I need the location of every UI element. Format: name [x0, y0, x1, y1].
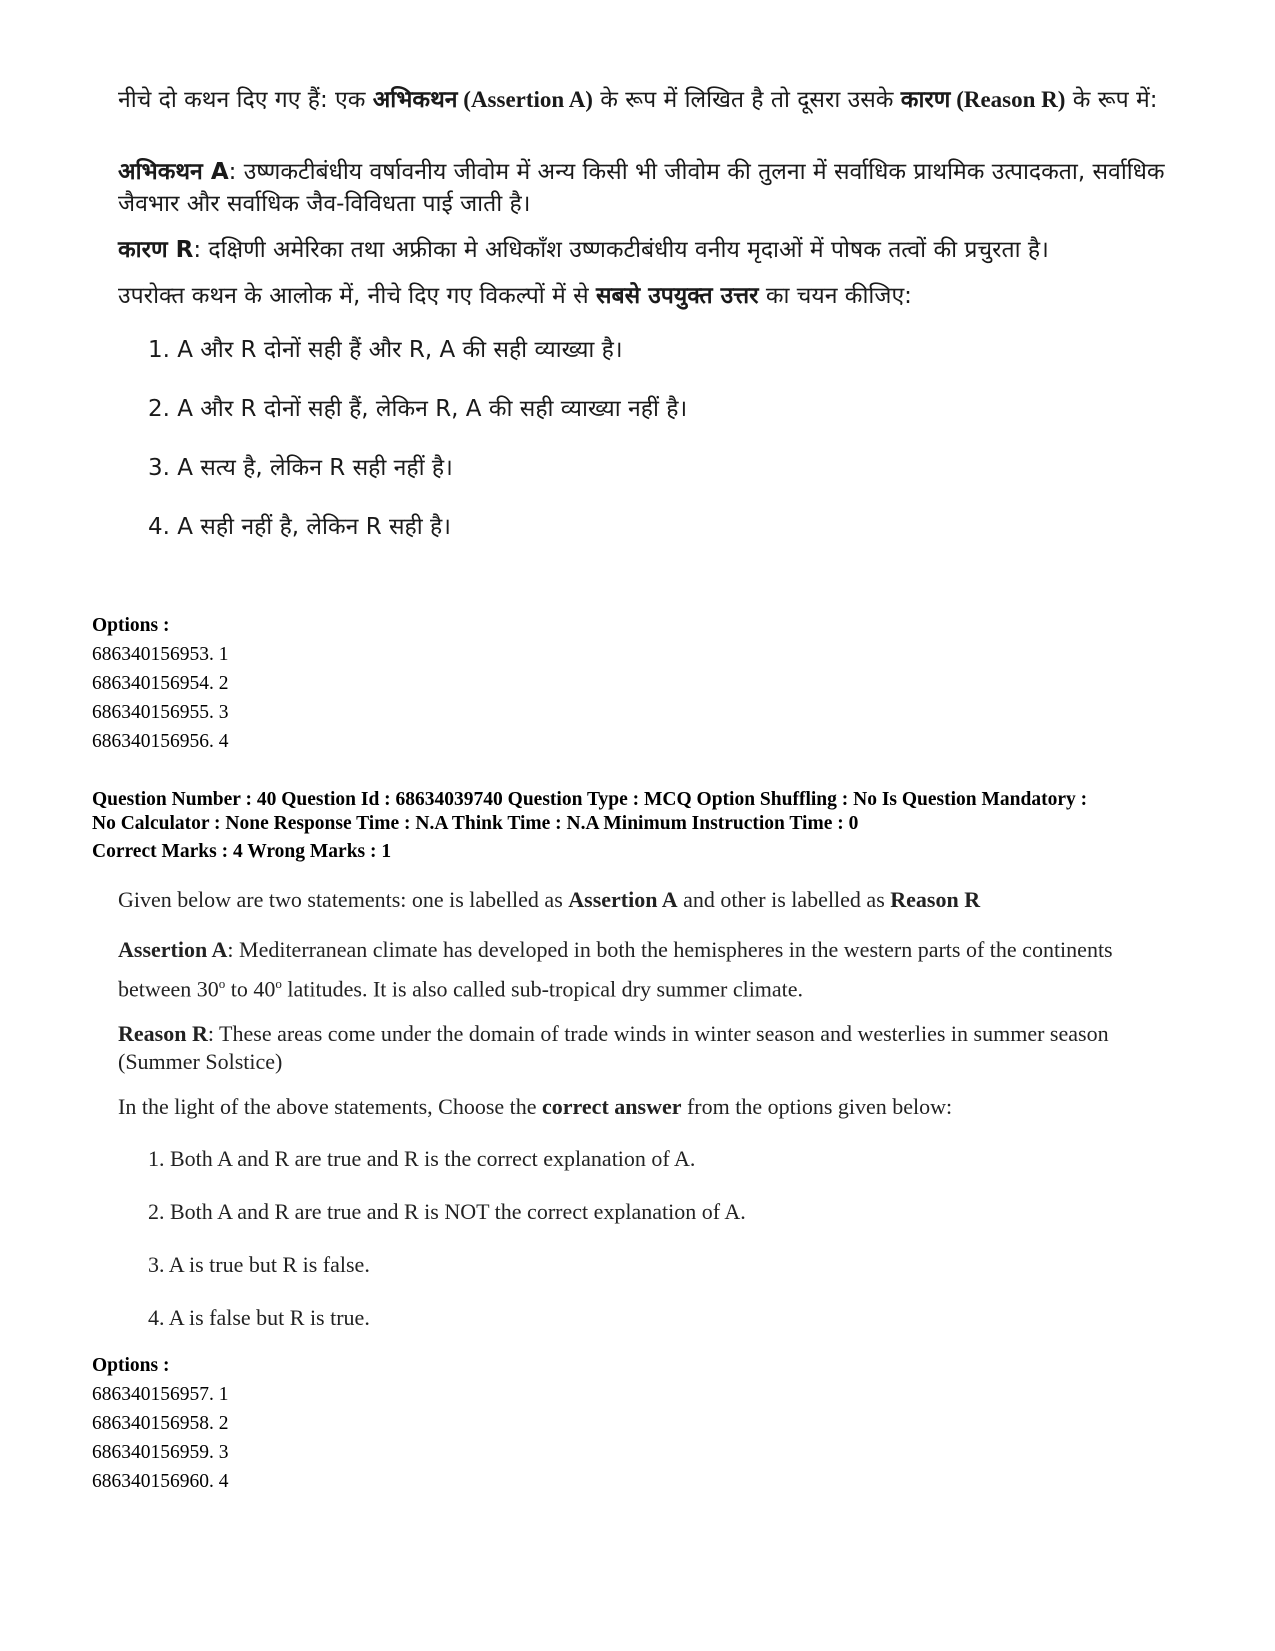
- q40-meta-line-2: No Calculator : None Response Time : N.A Think Time : N.A Minimum Instruction Time : 0: [92, 813, 859, 834]
- q39-intro-bold-1: अभिकथन: [372, 87, 458, 113]
- q39-instruction-bold: सबसे उपयुक्त उत्तर: [595, 283, 759, 309]
- q40-intro-bold-1: Assertion A: [568, 887, 678, 912]
- q39-assertion-label: अभिकथन A: [118, 159, 229, 185]
- options-label: Options :: [92, 615, 170, 636]
- q39-reason-text: : दक्षिणी अमेरिका तथा अफ्रीका मे अधिकाँश उष्णकटीबंधीय वनीय मृदाओं में पोषक तत्वों की प्रचुरता है।: [193, 237, 1049, 263]
- q39-choice-1: 1. A और R दोनों सही हैं और R, A की सही व्याख्या है।: [148, 337, 623, 363]
- q39-instruction-text-2: का चयन कीजिए:: [758, 283, 912, 309]
- option-id-row: 686340156955. 3: [92, 702, 229, 723]
- q40-assertion-text-3: latitudes. It is also called sub-tropical dry summer climate.: [281, 976, 804, 1002]
- q39-intro-text-2: (Assertion A): [457, 87, 593, 112]
- q40-intro: [118, 883, 1178, 917]
- q40-instruction-text-2: from the options given below:: [681, 1094, 953, 1120]
- q39-intro-text-5: के रूप में:: [1065, 87, 1158, 113]
- option-id-row: 686340156958. 2: [92, 1413, 229, 1434]
- q39-intro-text-1: नीचे दो कथन दिए गए हैं: एक: [118, 87, 373, 113]
- question-40-english: [118, 883, 1178, 1354]
- q39-assertion: [118, 156, 1178, 220]
- options-block-1: [92, 611, 229, 756]
- q40-assertion-text-2: to 40: [225, 976, 276, 1002]
- option-id-row: 686340156953. 1: [92, 644, 229, 665]
- q39-choice-2: 2. A और R दोनों सही हैं, लेकिन R, A की सही व्याख्या नहीं है।: [148, 396, 688, 422]
- option-id-row: 686340156957. 1: [92, 1384, 229, 1405]
- option-id-row: 686340156954. 2: [92, 673, 229, 694]
- q40-choice-list: [118, 1142, 1178, 1354]
- q40-reason: [118, 1020, 1178, 1076]
- q39-intro-text-4: (Reason R): [950, 87, 1066, 112]
- q39-choice-list: [118, 334, 1178, 570]
- q39-intro-text-3: के रूप में लिखित है तो दूसरा उसके: [592, 87, 901, 113]
- options-block-2: [92, 1351, 229, 1496]
- option-id-row: 686340156960. 4: [92, 1471, 229, 1492]
- q40-instruction: [118, 1090, 1178, 1124]
- q39-reason: [118, 234, 1178, 266]
- q40-assertion-label: Assertion A: [118, 937, 228, 962]
- q40-instruction-bold: correct answer: [542, 1094, 682, 1120]
- q39-choice-4: 4. A सही नहीं है, लेकिन R सही है।: [148, 514, 451, 540]
- q40-assertion: [118, 933, 1178, 1006]
- question-39-hindi: [118, 84, 1178, 570]
- q40-intro-bold-2: Reason R: [890, 887, 981, 912]
- options-label: Options :: [92, 1355, 170, 1376]
- q40-choice-3: 3. A is true but R is false.: [148, 1252, 370, 1278]
- q39-choice-3: 3. A सत्य है, लेकिन R सही नहीं है।: [148, 455, 453, 481]
- q40-intro-text-2: and other is labelled as: [677, 887, 891, 912]
- q40-intro-text-1: Given below are two statements: one is labelled as: [118, 887, 569, 912]
- q40-choice-4: 4. A is false but R is true.: [148, 1305, 370, 1331]
- q40-meta-line-3: Correct Marks : 4 Wrong Marks : 1: [92, 841, 392, 862]
- q39-intro-bold-2: कारण: [900, 87, 951, 113]
- q39-instruction-text-1: उपरोक्त कथन के आलोक में, नीचे दिए गए विकल्पों में से: [118, 283, 596, 309]
- q40-meta-line-1: Question Number : 40 Question Id : 68634039740 Question Type : MCQ Option Shuffling : No Is Question Mandatory :: [92, 789, 1088, 810]
- q40-reason-text: : These areas come under the domain of trade winds in winter season and westerlies in summer season (Summer Solstice): [118, 1021, 1109, 1075]
- degree-symbol: o: [275, 976, 282, 991]
- q40-reason-label: Reason R: [118, 1021, 208, 1047]
- q39-instruction: [118, 280, 1178, 312]
- q40-choice-1: 1. Both A and R are true and R is the correct explanation of A.: [148, 1146, 696, 1172]
- q40-assertion-text-1: : Mediterranean climate has developed in both the hemispheres in the western parts of the continents between 30: [118, 937, 1113, 1002]
- q39-reason-label: कारण R: [118, 237, 194, 263]
- q39-intro: [118, 84, 1178, 116]
- option-id-row: 686340156956. 4: [92, 731, 229, 752]
- q39-assertion-text: : उष्णकटीबंधीय वर्षावनीय जीवोम में अन्य किसी भी जीवोम की तुलना में सर्वाधिक प्राथमिक उत्पादकता, सर्वाधिक जैवभार और सर्वाधिक जैव-विविधता पाई जाती है।: [118, 159, 1165, 217]
- q40-instruction-text-1: In the light of the above statements, Choose the: [118, 1094, 543, 1120]
- degree-symbol: o: [218, 976, 226, 991]
- question-40-meta: [92, 788, 1087, 864]
- q40-choice-2: 2. Both A and R are true and R is NOT the correct explanation of A.: [148, 1199, 746, 1225]
- option-id-row: 686340156959. 3: [92, 1442, 229, 1463]
